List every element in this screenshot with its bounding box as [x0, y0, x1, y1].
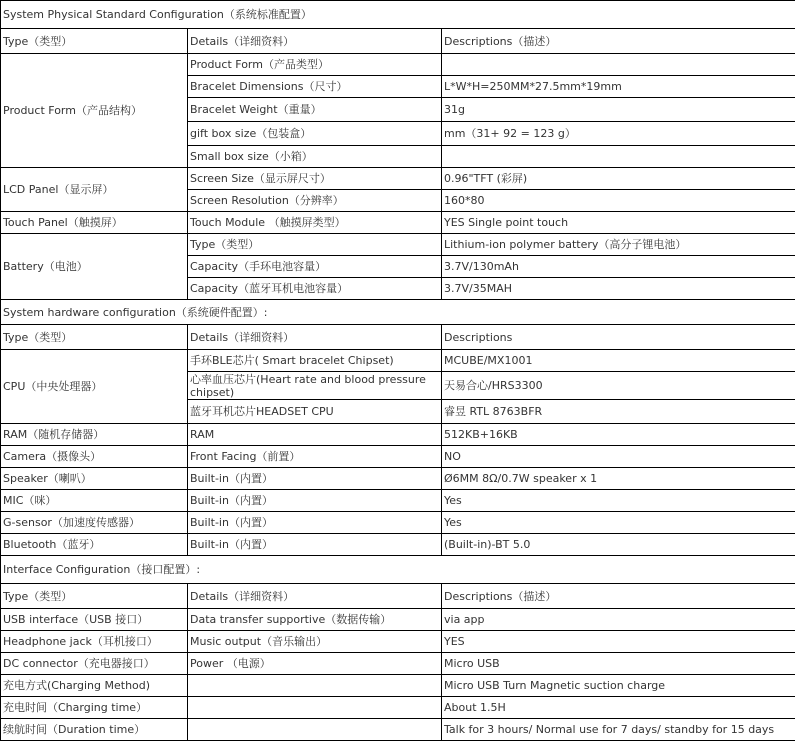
detail-cell: 蓝牙耳机芯片HEADSET CPU	[188, 400, 442, 424]
desc-cell: Ø6MM 8Ω/0.7W speaker x 1	[442, 468, 795, 490]
detail-cell: Data transfer supportive（数据传输）	[188, 609, 442, 631]
type-cell: 充电方式(Charging Method)	[1, 675, 188, 697]
desc-cell: L*W*H=250MM*27.5mm*19mm	[442, 76, 795, 98]
desc-cell: mm（31+ 92 = 123 g）	[442, 122, 795, 146]
type-cell: Speaker（喇叭）	[1, 468, 188, 490]
table-row	[1, 675, 795, 697]
header-row	[1, 325, 795, 350]
detail-cell	[188, 697, 442, 719]
desc-cell: Talk for 3 hours/ Normal use for 7 days/ standby for 15 days	[442, 719, 795, 741]
desc-cell: 0.96"TFT (彩屏)	[442, 168, 795, 190]
header-details: Details（详细资料）	[188, 325, 442, 350]
detail-cell: Front Facing（前置）	[188, 446, 442, 468]
detail-cell: 手环BLE芯片( Smart bracelet Chipset)	[188, 350, 442, 372]
detail-cell: Built-in（内置）	[188, 512, 442, 534]
desc-cell: Micro USB	[442, 653, 795, 675]
desc-cell: MCUBE/MX1001	[442, 350, 795, 372]
detail-cell: Power （电源）	[188, 653, 442, 675]
desc-cell: About 1.5H	[442, 697, 795, 719]
header-descriptions: Descriptions	[442, 325, 795, 350]
type-cell: LCD Panel（显示屏）	[1, 168, 188, 212]
section-title: System Physical Standard Configuration（系统标准配置）	[1, 1, 795, 29]
table-row	[1, 468, 795, 490]
detail-cell: Bracelet Dimensions（尺寸）	[188, 76, 442, 98]
table-row	[1, 490, 795, 512]
header-details: Details（详细资料）	[188, 584, 442, 609]
type-cell: Touch Panel（触摸屏）	[1, 212, 188, 234]
section-title-row	[1, 556, 795, 584]
desc-cell: (Built-in)-BT 5.0	[442, 534, 795, 556]
desc-cell: YES	[442, 631, 795, 653]
type-cell: Headphone jack（耳机接口）	[1, 631, 188, 653]
header-descriptions: Descriptions（描述）	[442, 29, 795, 54]
type-cell: MIC（咪）	[1, 490, 188, 512]
detail-cell: Capacity（蓝牙耳机电池容量）	[188, 278, 442, 300]
detail-cell: Screen Size（显示屏尺寸）	[188, 168, 442, 190]
table-row	[1, 512, 795, 534]
section-title: Interface Configuration（接口配置）:	[1, 556, 795, 584]
type-cell: 续航时间（Duration time）	[1, 719, 188, 741]
detail-cell: RAM	[188, 424, 442, 446]
header-details: Details（详细资料）	[188, 29, 442, 54]
desc-cell: 512KB+16KB	[442, 424, 795, 446]
type-cell: USB interface（USB 接口）	[1, 609, 188, 631]
detail-cell: Type（类型）	[188, 234, 442, 256]
table-row	[1, 424, 795, 446]
desc-cell: 31g	[442, 98, 795, 122]
detail-cell: Built-in（内置）	[188, 534, 442, 556]
type-cell: Product Form（产品结构）	[1, 54, 188, 168]
detail-cell: Small box size（小箱）	[188, 146, 442, 168]
desc-cell: via app	[442, 609, 795, 631]
detail-cell: Capacity（手环电池容量）	[188, 256, 442, 278]
table-row	[1, 212, 795, 234]
desc-cell: 160*80	[442, 190, 795, 212]
header-descriptions: Descriptions（描述）	[442, 584, 795, 609]
table-row	[1, 719, 795, 741]
table-row	[1, 653, 795, 675]
type-cell: 充电时间（Charging time）	[1, 697, 188, 719]
desc-cell: Yes	[442, 490, 795, 512]
header-type: Type（类型）	[1, 325, 188, 350]
desc-cell: 3.7V/130mAh	[442, 256, 795, 278]
table-row	[1, 609, 795, 631]
desc-cell: 3.7V/35MAH	[442, 278, 795, 300]
type-cell: RAM（随机存储器）	[1, 424, 188, 446]
header-type: Type（类型）	[1, 29, 188, 54]
detail-cell: Screen Resolution（分辨率）	[188, 190, 442, 212]
desc-cell: Yes	[442, 512, 795, 534]
detail-cell	[188, 719, 442, 741]
detail-cell: Bracelet Weight（重量）	[188, 98, 442, 122]
table-row	[1, 697, 795, 719]
type-cell: CPU（中央处理器）	[1, 350, 188, 424]
desc-cell: NO	[442, 446, 795, 468]
section-title-row	[1, 1, 795, 29]
type-cell: DC connector（充电器接口）	[1, 653, 188, 675]
desc-cell: Lithium-ion polymer battery（高分子锂电池）	[442, 234, 795, 256]
desc-cell: Micro USB Turn Magnetic suction charge	[442, 675, 795, 697]
desc-cell	[442, 146, 795, 168]
header-row	[1, 584, 795, 609]
detail-cell: gift box size（包装盒）	[188, 122, 442, 146]
table-row	[1, 631, 795, 653]
section-title: System hardware configuration（系统硬件配置）:	[1, 300, 795, 325]
table-row	[1, 446, 795, 468]
detail-cell: 心率血压芯片(Heart rate and blood pressure chipset)	[188, 372, 442, 400]
detail-cell: Touch Module （触摸屏类型）	[188, 212, 442, 234]
type-cell: Bluetooth（蓝牙）	[1, 534, 188, 556]
table-row	[1, 168, 795, 190]
table-row	[1, 350, 795, 372]
type-cell: Battery（电池）	[1, 234, 188, 300]
detail-cell	[188, 675, 442, 697]
table-row	[1, 534, 795, 556]
detail-cell: Built-in（内置）	[188, 468, 442, 490]
header-row	[1, 29, 795, 54]
section-title-row	[1, 300, 795, 325]
desc-cell: 睿昱 RTL 8763BFR	[442, 400, 795, 424]
desc-cell	[442, 54, 795, 76]
type-cell: G-sensor（加速度传感器）	[1, 512, 188, 534]
header-type: Type（类型）	[1, 584, 188, 609]
desc-cell: YES Single point touch	[442, 212, 795, 234]
table-row	[1, 54, 795, 76]
detail-cell: Product Form（产品类型）	[188, 54, 442, 76]
desc-cell: 天易合心/HRS3300	[442, 372, 795, 400]
detail-cell: Built-in（内置）	[188, 490, 442, 512]
table-row	[1, 234, 795, 256]
detail-cell: Music output（音乐输出）	[188, 631, 442, 653]
type-cell: Camera（摄像头）	[1, 446, 188, 468]
